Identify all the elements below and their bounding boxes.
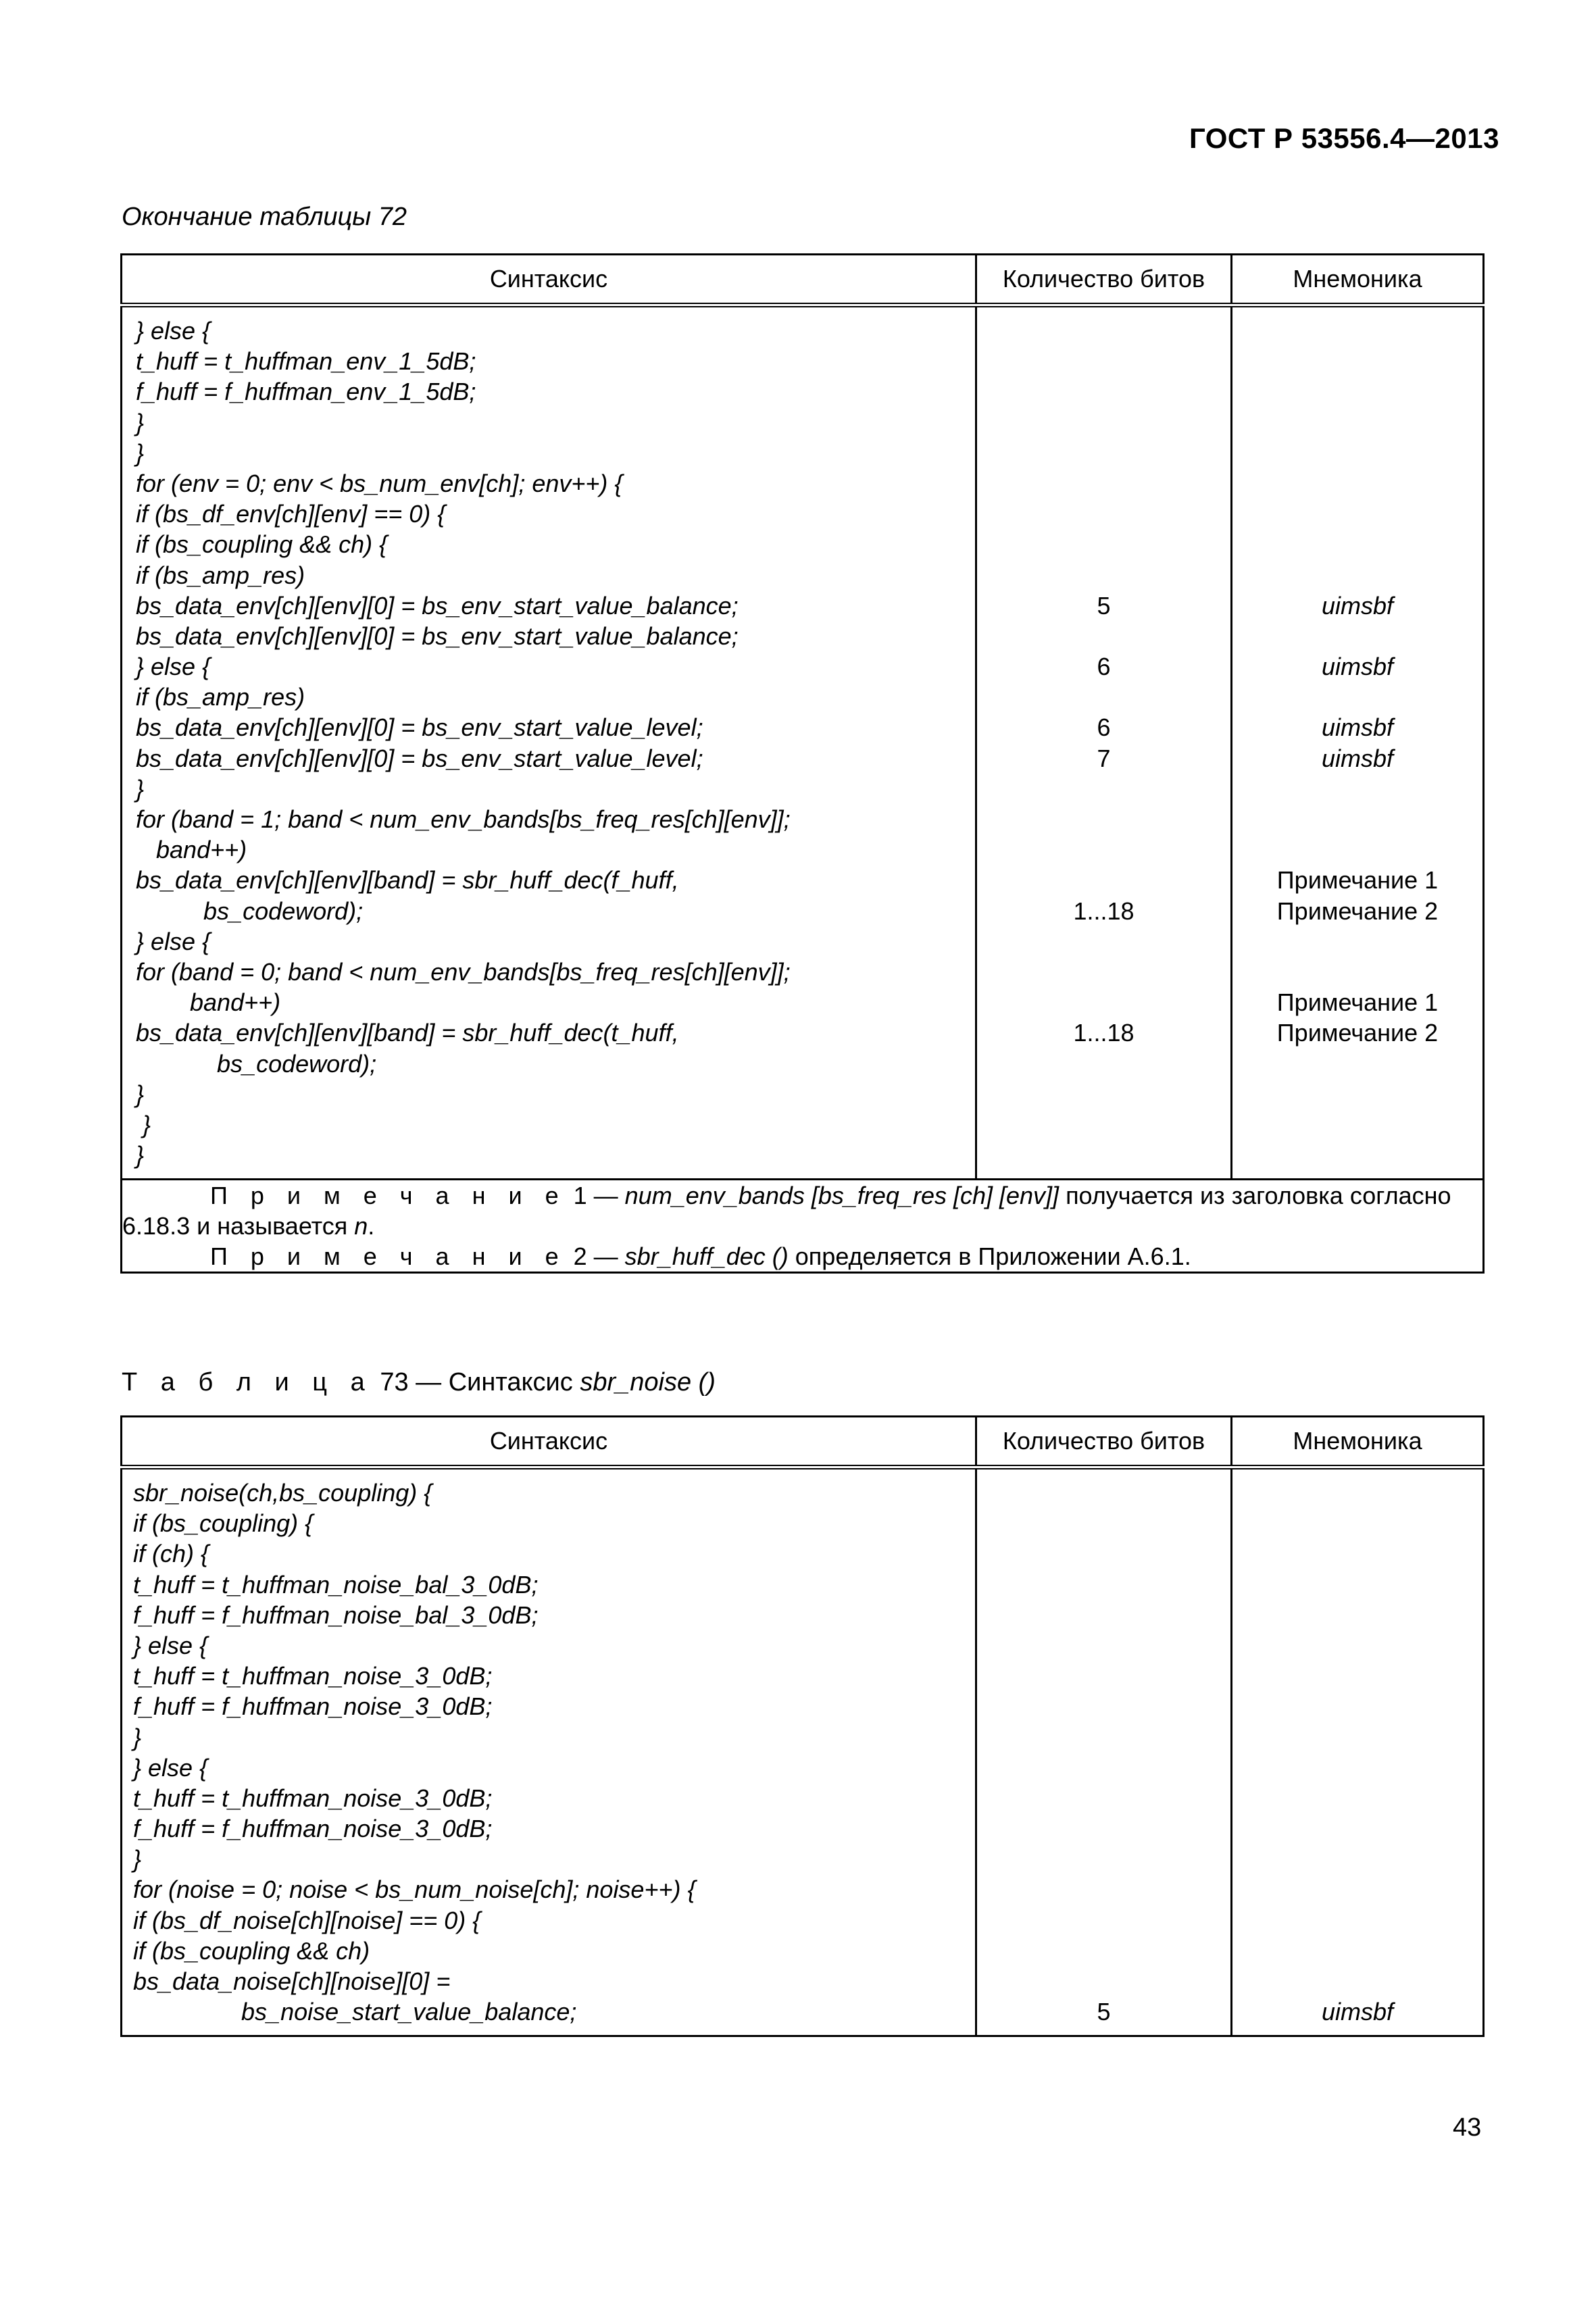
- mnemonic-value: [1232, 1630, 1482, 1661]
- mnemonic-value: [1232, 682, 1482, 712]
- note-2-number: 2 —: [573, 1242, 618, 1271]
- mnemonic-value: [1232, 1478, 1482, 1508]
- syntax-line: bs_data_env[ch][env][0] = bs_env_start_value_balance;: [136, 591, 739, 620]
- mnemonic-value: [1232, 438, 1482, 468]
- bits-value: 7: [1097, 744, 1111, 772]
- mnemonic-value: [1232, 1538, 1482, 1569]
- bits-value: [977, 1478, 1230, 1508]
- mnemonic-value: [1232, 804, 1482, 834]
- mnemonic-value: [1232, 1905, 1482, 1936]
- syntax-line: }: [136, 1080, 145, 1108]
- syntax-line: sbr_noise(ch,bs_coupling) {: [133, 1479, 432, 1507]
- bits-value: [977, 1722, 1230, 1753]
- syntax-line: t_huff = t_huffman_env_1_5dB;: [136, 347, 476, 376]
- bits-value: [977, 1661, 1230, 1691]
- bits-value: [977, 1049, 1230, 1079]
- column-header-bits: Количество битов: [976, 255, 1232, 305]
- syntax-line: }: [136, 1110, 151, 1138]
- syntax-line: } else {: [136, 653, 211, 681]
- syntax-line: } else {: [136, 317, 211, 345]
- mnemonic-value: [1232, 1936, 1482, 1966]
- syntax-line: t_huff = t_huffman_noise_3_0dB;: [133, 1784, 493, 1812]
- syntax-line: bs_noise_start_value_balance;: [133, 1998, 577, 2026]
- table-73-caption: [122, 1368, 716, 1397]
- mnemonic-value: Примечание 2: [1276, 1019, 1439, 1047]
- notes-row: [122, 1180, 1484, 1273]
- notes-cell: [122, 1180, 1484, 1273]
- syntax-line: for (env = 0; env < bs_num_env[ch]; env++) {: [136, 469, 623, 497]
- mnemonic-value: Примечание 2: [1276, 897, 1439, 925]
- syntax-line: f_huff = f_huffman_noise_3_0dB;: [133, 1692, 493, 1721]
- syntax-line: f_huff = f_huffman_env_1_5dB;: [136, 378, 476, 406]
- syntax-line: if (bs_amp_res): [136, 561, 305, 589]
- mnemonic-value: [1232, 621, 1482, 651]
- bits-value: 6: [1097, 653, 1111, 681]
- bits-value: [977, 1508, 1230, 1538]
- bits-value: [977, 834, 1230, 865]
- syntax-line: if (bs_coupling && ch) {: [136, 530, 388, 559]
- syntax-cell: [122, 1467, 976, 2036]
- column-header-mnemonic: Мнемоника: [1232, 255, 1484, 305]
- mnemonic-value: [1232, 1844, 1482, 1874]
- bits-value: [977, 1630, 1230, 1661]
- syntax-line: }: [136, 408, 145, 436]
- note-1-text: получается из заголовка согласно 6.18.3 и называется: [122, 1182, 1451, 1240]
- column-header-bits: Количество битов: [976, 1417, 1232, 1467]
- note-2-label: П р и м е ч а н и е: [210, 1242, 567, 1271]
- bits-value: [977, 1140, 1230, 1170]
- document-code: ГОСТ Р 53556.4—2013: [1189, 122, 1499, 154]
- syntax-line: bs_data_env[ch][env][band] = sbr_huff_dec(f_huff,: [136, 866, 679, 895]
- bits-value: [977, 1905, 1230, 1936]
- syntax-line: if (bs_df_env[ch][env] == 0) {: [136, 500, 446, 528]
- bits-value: [977, 438, 1230, 468]
- mnemonic-value: [1232, 1140, 1482, 1170]
- mnemonic-value: [1232, 376, 1482, 407]
- bits-value: [977, 1874, 1230, 1905]
- syntax-line: if (bs_amp_res): [136, 683, 305, 711]
- syntax-line: }: [136, 438, 145, 467]
- column-header-syntax: Синтаксис: [122, 1417, 976, 1467]
- bits-value: [977, 804, 1230, 834]
- syntax-line: bs_data_noise[ch][noise][0] =: [133, 1967, 451, 1995]
- syntax-cell: [122, 305, 976, 1180]
- note-1-variable: n: [354, 1212, 368, 1240]
- syntax-line: bs_codeword);: [136, 1049, 377, 1078]
- mnemonic-value: [1232, 1079, 1482, 1109]
- bits-value: [977, 1691, 1230, 1721]
- syntax-line: bs_data_env[ch][env][0] = bs_env_start_value_level;: [136, 713, 703, 742]
- bits-value: 1...18: [1073, 897, 1134, 925]
- syntax-line: bs_data_env[ch][env][0] = bs_env_start_value_balance;: [136, 622, 739, 650]
- mnemonic-value: [1232, 1600, 1482, 1630]
- mnemonic-value: [1232, 1569, 1482, 1600]
- mnemonic-value: Примечание 1: [1276, 866, 1439, 895]
- syntax-line: } else {: [133, 1631, 208, 1659]
- mnemonic-value: [1232, 1049, 1482, 1079]
- bits-cell: [976, 1467, 1232, 2036]
- table-header-row: [122, 255, 1484, 305]
- bits-cell: [976, 305, 1232, 1180]
- mnemonic-cell: [1232, 305, 1484, 1180]
- syntax-line: }: [133, 1723, 142, 1751]
- syntax-line: t_huff = t_huffman_noise_3_0dB;: [133, 1662, 493, 1690]
- bits-value: [977, 682, 1230, 712]
- mnemonic-value: [1232, 346, 1482, 376]
- syntax-line: bs_data_env[ch][env][0] = bs_env_start_value_level;: [136, 744, 703, 772]
- mnemonic-cell: [1232, 1467, 1484, 2036]
- bits-value: [977, 1844, 1230, 1874]
- mnemonic-value: [1232, 1691, 1482, 1721]
- mnemonic-value: [1232, 407, 1482, 438]
- table-header-row: [122, 1417, 1484, 1467]
- bits-value: [977, 499, 1230, 529]
- bits-value: [977, 926, 1230, 957]
- note-1-number: 1 —: [573, 1182, 618, 1210]
- bits-value: [977, 1569, 1230, 1600]
- note-1-end: .: [368, 1212, 375, 1240]
- syntax-line: if (bs_df_noise[ch][noise] == 0) {: [133, 1906, 481, 1934]
- mnemonic-value: [1232, 499, 1482, 529]
- syntax-line: f_huff = f_huffman_noise_3_0dB;: [133, 1815, 493, 1843]
- note-1: [122, 1180, 1482, 1241]
- syntax-line: t_huff = t_huffman_noise_bal_3_0dB;: [133, 1570, 539, 1599]
- note-1-expression: num_env_bands [bs_freq_res [ch] [env]]: [624, 1182, 1059, 1210]
- syntax-line: } else {: [136, 927, 211, 955]
- bits-value: [977, 1813, 1230, 1844]
- mnemonic-value: [1232, 834, 1482, 865]
- syntax-line: band++): [136, 836, 247, 864]
- bits-value: [977, 987, 1230, 1017]
- mnemonic-value: [1232, 1661, 1482, 1691]
- mnemonic-value: [1232, 774, 1482, 804]
- bits-value: [977, 376, 1230, 407]
- mnemonic-value: uimsbf: [1321, 713, 1394, 742]
- mnemonic-value: [1232, 957, 1482, 987]
- syntax-line: if (bs_coupling && ch): [133, 1936, 370, 1965]
- bits-value: 5: [1097, 1998, 1111, 2026]
- column-header-mnemonic: Мнемоника: [1232, 1417, 1484, 1467]
- mnemonic-value: uimsbf: [1321, 1998, 1394, 2026]
- bits-value: [977, 346, 1230, 376]
- bits-value: 6: [1097, 713, 1111, 742]
- bits-value: [977, 1936, 1230, 1966]
- syntax-line: for (band = 1; band < num_env_bands[bs_freq_res[ch][env]];: [136, 805, 791, 833]
- mnemonic-value: [1232, 468, 1482, 499]
- bits-value: 1...18: [1073, 1019, 1134, 1047]
- table-73-caption-label: Т а б л и ц а: [122, 1368, 373, 1397]
- mnemonic-value: [1232, 1966, 1482, 1996]
- mnemonic-value: [1232, 1109, 1482, 1140]
- bits-value: [977, 774, 1230, 804]
- table-72: [120, 253, 1485, 1274]
- syntax-line: } else {: [133, 1753, 208, 1782]
- syntax-line: }: [136, 774, 145, 803]
- table-73-caption-number: 73 — Синтаксис: [380, 1368, 573, 1397]
- bits-value: [977, 865, 1230, 895]
- note-2-expression: sbr_huff_dec (): [624, 1242, 789, 1271]
- bits-value: [977, 1753, 1230, 1783]
- bits-value: [977, 1783, 1230, 1813]
- note-1-label: П р и м е ч а н и е: [210, 1182, 567, 1210]
- bits-value: [977, 468, 1230, 499]
- syntax-line: for (band = 0; band < num_env_bands[bs_freq_res[ch][env]];: [136, 957, 791, 986]
- bits-value: 5: [1097, 591, 1111, 620]
- bits-value: [977, 1079, 1230, 1109]
- mnemonic-value: uimsbf: [1321, 744, 1394, 772]
- bits-value: [977, 1538, 1230, 1569]
- mnemonic-value: uimsbf: [1321, 653, 1394, 681]
- column-header-syntax: Синтаксис: [122, 255, 976, 305]
- bits-value: [977, 316, 1230, 346]
- page-number: 43: [1453, 2113, 1482, 2142]
- table-73-caption-function: sbr_noise (): [580, 1368, 716, 1397]
- mnemonic-value: [1232, 529, 1482, 559]
- bits-value: [977, 407, 1230, 438]
- syntax-line: }: [136, 1141, 145, 1169]
- bits-value: [977, 621, 1230, 651]
- syntax-line: bs_data_env[ch][env][band] = sbr_huff_dec(t_huff,: [136, 1019, 679, 1047]
- mnemonic-value: [1232, 1508, 1482, 1538]
- table-body-row: [122, 1467, 1484, 2036]
- mnemonic-value: [1232, 560, 1482, 590]
- syntax-line: bs_codeword);: [136, 897, 364, 925]
- mnemonic-value: [1232, 1753, 1482, 1783]
- bits-value: [977, 1966, 1230, 1996]
- note-2: [122, 1241, 1482, 1272]
- syntax-line: if (bs_coupling) {: [133, 1509, 314, 1538]
- syntax-line: }: [133, 1845, 142, 1873]
- mnemonic-value: [1232, 1813, 1482, 1844]
- mnemonic-value: Примечание 1: [1276, 988, 1439, 1017]
- table-body-row: [122, 305, 1484, 1180]
- syntax-line: band++): [136, 988, 281, 1017]
- mnemonic-value: [1232, 1783, 1482, 1813]
- syntax-line: f_huff = f_huffman_noise_bal_3_0dB;: [133, 1601, 539, 1629]
- mnemonic-value: [1232, 926, 1482, 957]
- bits-value: [977, 1109, 1230, 1140]
- table-72-caption: Окончание таблицы 72: [122, 203, 407, 231]
- note-2-text: определяется в Приложении А.6.1.: [788, 1242, 1191, 1271]
- syntax-line: if (ch) {: [133, 1540, 209, 1568]
- bits-value: [977, 957, 1230, 987]
- mnemonic-value: uimsbf: [1321, 591, 1394, 620]
- mnemonic-value: [1232, 1874, 1482, 1905]
- bits-value: [977, 529, 1230, 559]
- mnemonic-value: [1232, 316, 1482, 346]
- bits-value: [977, 560, 1230, 590]
- mnemonic-value: [1232, 1722, 1482, 1753]
- table-73: [120, 1415, 1485, 2037]
- syntax-line: for (noise = 0; noise < bs_num_noise[ch]; noise++) {: [133, 1876, 696, 1904]
- bits-value: [977, 1600, 1230, 1630]
